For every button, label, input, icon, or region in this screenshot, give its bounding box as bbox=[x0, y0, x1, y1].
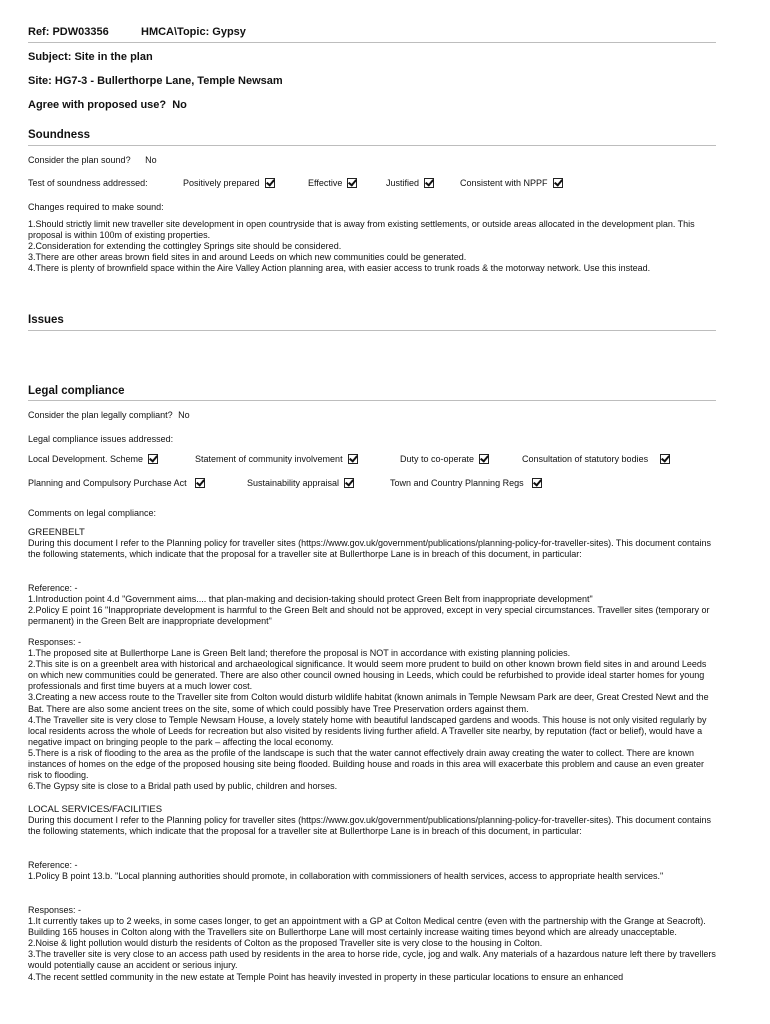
legal-issue-label: Planning and Compulsory Purchase Act bbox=[28, 478, 187, 488]
checkbox-checked-icon[interactable] bbox=[347, 178, 357, 188]
reference-number: Ref: PDW03356 bbox=[28, 26, 109, 38]
checkbox-checked-icon[interactable] bbox=[532, 478, 542, 488]
agree-label: Agree with proposed use? bbox=[28, 99, 167, 111]
legal-compliant-label: Consider the plan legally compliant? bbox=[28, 410, 173, 420]
legal-issue-lds bbox=[28, 454, 158, 464]
responses-label: Responses: - bbox=[28, 637, 82, 647]
legal-heading: Legal compliance bbox=[28, 385, 125, 397]
legal-issue-consultation bbox=[522, 454, 670, 464]
legal-issue-sa bbox=[247, 478, 354, 488]
test-label: Consistent with NPPF bbox=[460, 178, 548, 188]
legal-issue-label: Statement of community involvement bbox=[195, 454, 343, 464]
change-item: 4.There is plenty of brownfield space within the Aire Valley Action planning area, with easier access to trunk roads & the motorway network. Use this instead. bbox=[28, 263, 651, 274]
header-divider bbox=[28, 42, 716, 43]
legal-issue-pcpa bbox=[28, 478, 205, 488]
tests-label: Test of soundness addressed: bbox=[28, 178, 148, 188]
services-intro: During this document I refer to the Planning policy for traveller sites (https://www.gov.uk/government/publications/planning-policy-for-traveller-sites). This document contains the following statements, which indicate that the proposal for a traveller site at Bullerthorpe Lane is in breach of this document, in particular: bbox=[28, 815, 711, 837]
services-block bbox=[28, 804, 716, 837]
checkbox-checked-icon[interactable] bbox=[348, 454, 358, 464]
agree-value: No bbox=[172, 99, 187, 111]
response-item: 3.Creating a new access route to the Traveller site from Colton would disturb wildlife habitat (known animals in Temple Newsam Park are deer, Great Crested Newt and the Bat. There are also some ancient trees on the site, some of which could possibly have Tree Preservation orders against them. bbox=[28, 692, 709, 714]
greenbelt-heading: GREENBELT bbox=[28, 527, 85, 538]
greenbelt-responses bbox=[28, 637, 716, 792]
response-item: 1.The proposed site at Bullerthorpe Lane is Green Belt land; therefore the proposal is NOT in accordance with existing planning policies. bbox=[28, 648, 571, 659]
soundness-divider bbox=[28, 145, 716, 146]
test-justified bbox=[386, 178, 434, 188]
response-item: 4.The Traveller site is very close to Temple Newsam House, a lovely stately home with beautiful landscaped gardens and woods. This house is not only visited regularly by local residents across the whole of Leeds for recreation but also visited by residents living further afield. A Traveller site nearby, by reputation (fact or belief), would have a negative impact on bringing people to the park – affecting the local economy. bbox=[28, 714, 707, 747]
checkbox-checked-icon[interactable] bbox=[424, 178, 434, 188]
test-label: Justified bbox=[386, 178, 420, 188]
checkbox-checked-icon[interactable] bbox=[265, 178, 275, 188]
legal-issue-duty bbox=[400, 454, 489, 464]
response-item: 2.Noise & light pollution would disturb the residents of Colton as the proposed Traveller site is very close to the housing in Colton. bbox=[28, 938, 543, 949]
legal-divider bbox=[28, 400, 716, 401]
response-item: 1.It currently takes up to 2 weeks, in some cases longer, to get an appointment with a GP at Colton Medical centre (even with the partnership with the Grange at Seacroft). Building 165 houses in Colton along with the Travellers site on Bullerthorpe Lane will most certainly increase waiting times beyond which are already unacceptable. bbox=[28, 916, 706, 938]
legal-issue-sci bbox=[195, 454, 358, 464]
sound-question bbox=[28, 155, 157, 165]
legal-issue-label: Town and Country Planning Regs bbox=[390, 478, 524, 488]
change-item: 3.There are other areas brown field sites in and around Leeds on which new communities could be generated. bbox=[28, 252, 467, 263]
legal-question bbox=[28, 410, 190, 420]
reference-label: Reference: - bbox=[28, 583, 78, 593]
issues-heading: Issues bbox=[28, 314, 64, 326]
response-item: 6.The Gypsy site is close to a Bridal path used by public, children and horses. bbox=[28, 781, 338, 792]
legal-issue-tcpr bbox=[390, 478, 542, 488]
test-label: Effective bbox=[308, 178, 343, 188]
legal-issue-label: Duty to co-operate bbox=[400, 454, 475, 464]
response-item: 3.The traveller site is very close to an access path used by residents in the area to horse ride, cycle, jog and walk. Any materials of a hazardous nature left there by travellers would potentially cause an accident or serious injury. bbox=[28, 949, 716, 971]
comments-label: Comments on legal compliance: bbox=[28, 508, 157, 518]
services-heading: LOCAL SERVICES/FACILITIES bbox=[28, 804, 163, 815]
test-effective bbox=[308, 178, 357, 188]
legal-issue-label: Consultation of statutory bodies bbox=[522, 454, 649, 464]
checkbox-checked-icon[interactable] bbox=[344, 478, 354, 488]
services-references bbox=[28, 860, 716, 882]
site-line: Site: HG7-3 - Bullerthorpe Lane, Temple Newsam bbox=[28, 75, 283, 87]
greenbelt-intro: During this document I refer to the Planning policy for traveller sites (https://www.gov.uk/government/publications/planning-policy-for-traveller-sites). This document contains the following statements, which indicate that the proposal for a traveller site at Bullerthorpe Lane is in breach of this document, in particular: bbox=[28, 538, 711, 560]
agree-line bbox=[28, 99, 187, 111]
legal-issues-label: Legal compliance issues addressed: bbox=[28, 434, 174, 444]
services-responses bbox=[28, 905, 716, 983]
topic-label: HMCA\Topic: Gypsy bbox=[141, 26, 246, 38]
issues-divider bbox=[28, 330, 716, 331]
reference-item: 1.Policy B point 13.b. "Local planning authorities should promote, in collaboration with commissioners of health services, access to appropriate health services." bbox=[28, 871, 664, 882]
changes-list bbox=[28, 219, 716, 274]
legal-issue-label: Local Development. Scheme bbox=[28, 454, 144, 464]
reference-label: Reference: - bbox=[28, 860, 78, 870]
soundness-heading: Soundness bbox=[28, 129, 90, 141]
checkbox-checked-icon[interactable] bbox=[148, 454, 158, 464]
response-item: 4.The recent settled community in the new estate at Temple Point has heavily invested in property in these particular locations to ensure an enhanced bbox=[28, 971, 624, 982]
legal-compliant-value: No bbox=[178, 410, 190, 420]
greenbelt-block bbox=[28, 527, 716, 560]
sound-value: No bbox=[145, 155, 157, 165]
test-label: Positively prepared bbox=[183, 178, 260, 188]
checkbox-checked-icon[interactable] bbox=[553, 178, 563, 188]
change-item: 2.Consideration for extending the cottingley Springs site should be considered. bbox=[28, 241, 342, 252]
legal-issue-label: Sustainability appraisal bbox=[247, 478, 340, 488]
reference-item: 1.Introduction point 4.d "Government aims.... that plan-making and decision-taking should protect Green Belt from inappropriate development" bbox=[28, 594, 593, 605]
checkbox-checked-icon[interactable] bbox=[660, 454, 670, 464]
checkbox-checked-icon[interactable] bbox=[479, 454, 489, 464]
response-item: 2.This site is on a greenbelt area with historical and archaeological significance. It would seem more prudent to build on other known brown field sites in and around Leeds on which new communities could be generated. There are also other council owned housing in Leeds, which could be refurbished to provide ideal starter homes for young professionals and first time buyers at a much lower cost. bbox=[28, 659, 707, 692]
subject-line: Subject: Site in the plan bbox=[28, 51, 153, 63]
changes-label: Changes required to make sound: bbox=[28, 202, 164, 212]
sound-label: Consider the plan sound? bbox=[28, 155, 131, 165]
checkbox-checked-icon[interactable] bbox=[195, 478, 205, 488]
document-header bbox=[28, 26, 246, 38]
test-consistent-nppf bbox=[460, 178, 563, 188]
reference-item: 2.Policy E point 16 "Inappropriate development is harmful to the Green Belt and should not be approved, except in very special circumstances. Traveller sites (temporary or permanent) in the Green Belt are inappropriate development" bbox=[28, 605, 710, 627]
response-item: 5.There is a risk of flooding to the area as the profile of the landscape is such that the water cannot effectively drain away creating the water to collect. There are known instances of homes on the edge of the proposed housing site being flooded. Building house and roads in this area will exacerbate this problem and cause an even greater risk to flooding. bbox=[28, 747, 704, 781]
responses-label: Responses: - bbox=[28, 905, 82, 915]
change-item: 1.Should strictly limit new traveller site development in open countryside that is away from existing settlements, or outside areas allocated in the development plan. This proposal is within 100m of existing properties. bbox=[28, 219, 695, 241]
greenbelt-references bbox=[28, 583, 716, 627]
test-positively-prepared bbox=[183, 178, 275, 188]
